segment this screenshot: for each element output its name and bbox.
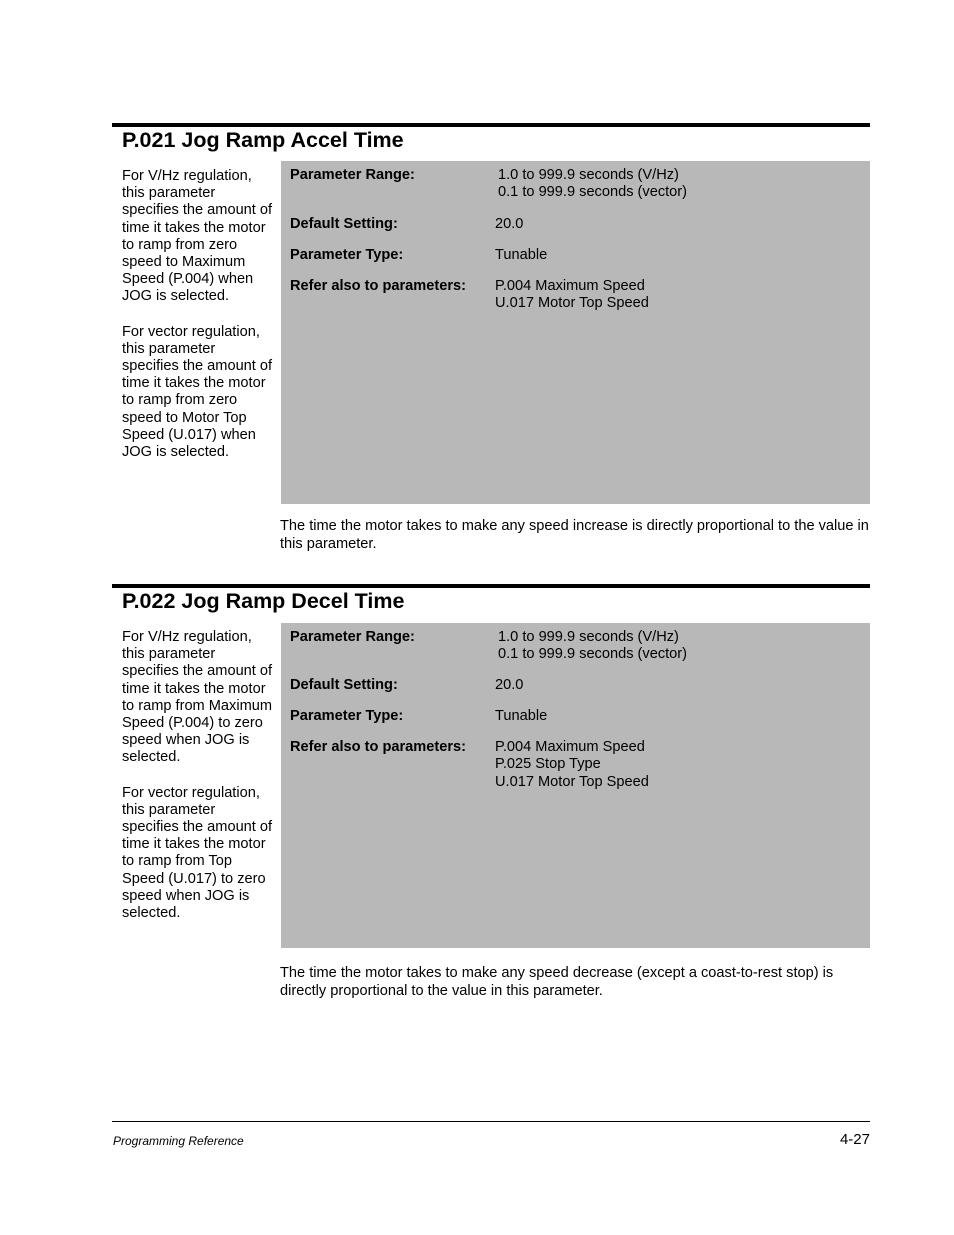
default-value <box>495 677 523 694</box>
description-vhz: For V/Hz regulation, this parameter specifies the amount of time it takes the motor to ramp from Maximum Speed (P.004) to zero speed when JOG is selected. <box>122 629 273 766</box>
default-value-text: 20.0 <box>495 677 524 693</box>
refer-value: P.025 Stop Type <box>495 756 601 773</box>
section-description <box>122 168 274 479</box>
section-title: P.022 Jog Ramp Decel Time <box>122 589 405 613</box>
description-vector: For vector regulation, this parameter specifies the amount of time it takes the motor to ramp from zero speed to Motor Top Speed (U.017) when JOG is selected. <box>122 323 273 461</box>
type-label: Parameter Type: <box>290 247 404 263</box>
type-value <box>495 247 547 264</box>
default-value <box>495 216 523 233</box>
type-value <box>495 708 547 725</box>
refer-value: U.017 Motor Top Speed <box>495 773 649 790</box>
parameter-box <box>281 161 870 504</box>
range-value: 1.0 to 999.9 seconds (V/Hz) <box>498 167 679 183</box>
range-value: 0.1 to 999.9 seconds (vector) <box>498 184 688 201</box>
default-label: Default Setting: <box>290 216 398 232</box>
parameter-box <box>281 623 870 948</box>
range-label: Parameter Range: <box>290 167 415 183</box>
refer-value: P.004 Maximum Speed <box>495 278 645 294</box>
refer-value: U.017 Motor Top Speed <box>495 295 649 312</box>
section-note: The time the motor takes to make any speed increase is directly proportional to the value in this parameter. <box>280 518 869 552</box>
range-values <box>498 629 687 664</box>
refer-values <box>495 739 649 791</box>
section-description <box>122 629 274 940</box>
refer-value: P.004 Maximum Speed <box>495 739 645 755</box>
type-label: Parameter Type: <box>290 708 404 724</box>
range-values <box>498 167 687 202</box>
footer-rule <box>112 1121 870 1122</box>
default-label: Default Setting: <box>290 677 398 693</box>
refer-values <box>495 278 649 313</box>
type-value-text: Tunable <box>495 708 548 724</box>
range-label: Parameter Range: <box>290 629 415 645</box>
range-value: 1.0 to 999.9 seconds (V/Hz) <box>498 629 679 645</box>
refer-label: Refer also to parameters: <box>290 739 467 755</box>
description-vector: For vector regulation, this parameter specifies the amount of time it takes the motor to ramp from Top Speed (U.017) to zero speed when JOG is selected. <box>122 784 273 922</box>
range-value: 0.1 to 999.9 seconds (vector) <box>498 646 688 663</box>
refer-label: Refer also to parameters: <box>290 278 467 294</box>
type-value-text: Tunable <box>495 247 548 263</box>
footer-title: Programming Reference <box>113 1134 244 1148</box>
description-vhz: For V/Hz regulation, this parameter specifies the amount of time it takes the motor to ramp from zero speed to Maximum Speed (P.004) when JOG is selected. <box>122 168 273 305</box>
page-number: 4-27 <box>839 1131 870 1148</box>
default-value-text: 20.0 <box>495 216 524 232</box>
section-title: P.021 Jog Ramp Accel Time <box>122 128 404 152</box>
section-note: The time the motor takes to make any speed decrease (except a coast-to-rest stop) is directly proportional to the value in this parameter. <box>280 965 834 999</box>
